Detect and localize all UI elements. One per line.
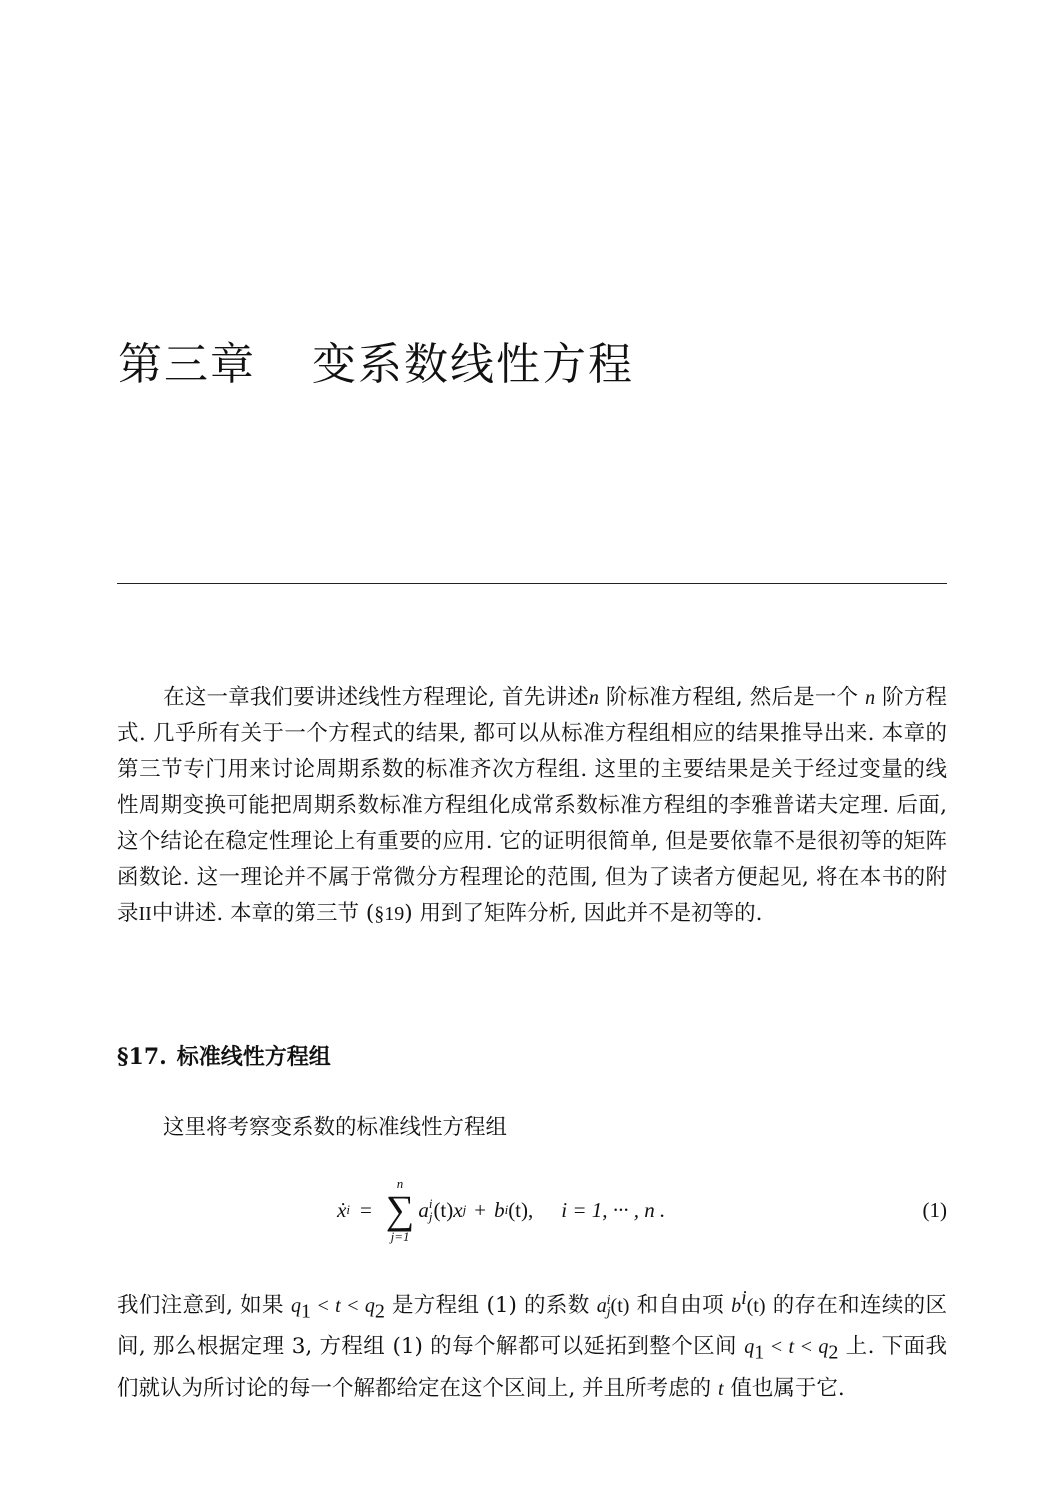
math-t: (t) <box>746 1295 766 1318</box>
eq-lhs-sup: i <box>346 1202 350 1217</box>
appendix-ref: II <box>138 903 152 925</box>
equation-1 <box>117 1170 947 1250</box>
body-paragraph <box>117 1280 947 1407</box>
math-q: q <box>290 1295 301 1318</box>
math-a: a <box>596 1295 607 1318</box>
intro-paragraph <box>117 680 947 932</box>
eq-x-sup: j <box>462 1202 467 1217</box>
chapter-name: 变系数线性方程 <box>312 339 634 390</box>
body-text: 的存在和连续的区间, 那么根据定理 3, 方程组 (1) 的每个解都可以延拓到整个区间 <box>117 1293 947 1360</box>
eq-a-sub: j <box>428 1209 433 1224</box>
math-q: q <box>818 1336 829 1359</box>
chapter-title <box>118 328 634 392</box>
body-text: 值也属于它. <box>723 1375 845 1401</box>
eq-a: a <box>418 1197 429 1222</box>
lead-text: 这里将考察变系数的标准线性方程组 <box>163 1115 508 1140</box>
eq-lhs: ẋ <box>337 1197 347 1222</box>
math-sub: 1 <box>754 1341 765 1364</box>
body-text: 和自由项 <box>629 1293 732 1319</box>
math-n: n <box>588 687 599 709</box>
math-ineq: < t < <box>764 1336 819 1359</box>
math-sub: 2 <box>374 1300 385 1323</box>
section-title: 标准线性方程组 <box>176 1045 331 1070</box>
math-sub: j <box>606 1305 611 1320</box>
body-text: 上. 下面我们就认为所讨论的每一个解都给定在这个区间上, 并且所考虑的 <box>117 1334 947 1401</box>
sum-upper: n <box>396 1176 404 1191</box>
eq-equals: = <box>359 1197 372 1222</box>
intro-text: ) 用到了矩阵分析, 因此并不是初等的. <box>404 901 763 926</box>
intro-text: 在这一章我们要讲述线性方程理论, 首先讲述 <box>163 685 589 710</box>
body-text: 是方程组 (1) 的系数 <box>384 1293 597 1319</box>
math-t: t <box>718 1377 724 1400</box>
summation <box>386 1177 415 1243</box>
math-n: n <box>865 687 876 709</box>
lead-paragraph <box>117 1110 947 1146</box>
math-sub: 1 <box>300 1300 311 1323</box>
eq-plus: + <box>474 1197 487 1222</box>
chapter-divider <box>117 583 947 584</box>
intro-text: 阶方程式. 几乎所有关于一个方程式的结果, 都可以从标准方程组相应的结果推导出来. 本章的第三节专门用来讨论周期系数的标准齐次方程组. 这里的主要结果是关于经过变量的线性周期变换可能把周期系数标准方程组化成常系数标准方程组的李雅普诺夫定理. 后面, 这个结论在稳定性理论上有重要的应用. 它的证明很简单, 但是要依靠不是很初等的矩阵函数论. 这一理论并不属于常微分方程理论的范围, 但为了读者方便起见, 将在本书的附录 <box>117 685 947 926</box>
math-ineq: < t < <box>310 1295 365 1318</box>
math-sup: i <box>741 1287 747 1309</box>
math-q: q <box>744 1336 755 1359</box>
sum-lower: j=1 <box>390 1229 410 1244</box>
body-text: 我们注意到, 如果 <box>117 1293 291 1319</box>
intro-text: 阶标准方程组, 然后是一个 <box>598 685 866 710</box>
math-sup: i <box>606 1293 611 1308</box>
eq-range: i = 1, ··· , n . <box>561 1197 666 1222</box>
math-q: q <box>364 1295 375 1318</box>
chapter-number: 第三章 <box>118 339 256 390</box>
math-b: b <box>731 1295 742 1318</box>
eq-a-sup: i <box>428 1196 433 1211</box>
math-sub: 2 <box>828 1341 839 1364</box>
section-heading <box>117 1040 331 1071</box>
equation-number: (1) <box>922 1197 947 1222</box>
intro-text: 中讲述. 本章的第三节 ( <box>151 901 375 926</box>
section-ref: §19 <box>374 903 405 925</box>
eq-b-sup: i <box>504 1202 509 1217</box>
eq-t2: (t), <box>508 1197 534 1222</box>
math-t: (t) <box>610 1295 630 1318</box>
sum-symbol: ∑ <box>385 1187 415 1232</box>
eq-x: x <box>453 1197 463 1222</box>
section-number: §17. <box>117 1044 167 1070</box>
equation-body <box>337 1170 665 1250</box>
eq-t1: (t) <box>433 1197 454 1222</box>
eq-b: b <box>494 1197 505 1222</box>
